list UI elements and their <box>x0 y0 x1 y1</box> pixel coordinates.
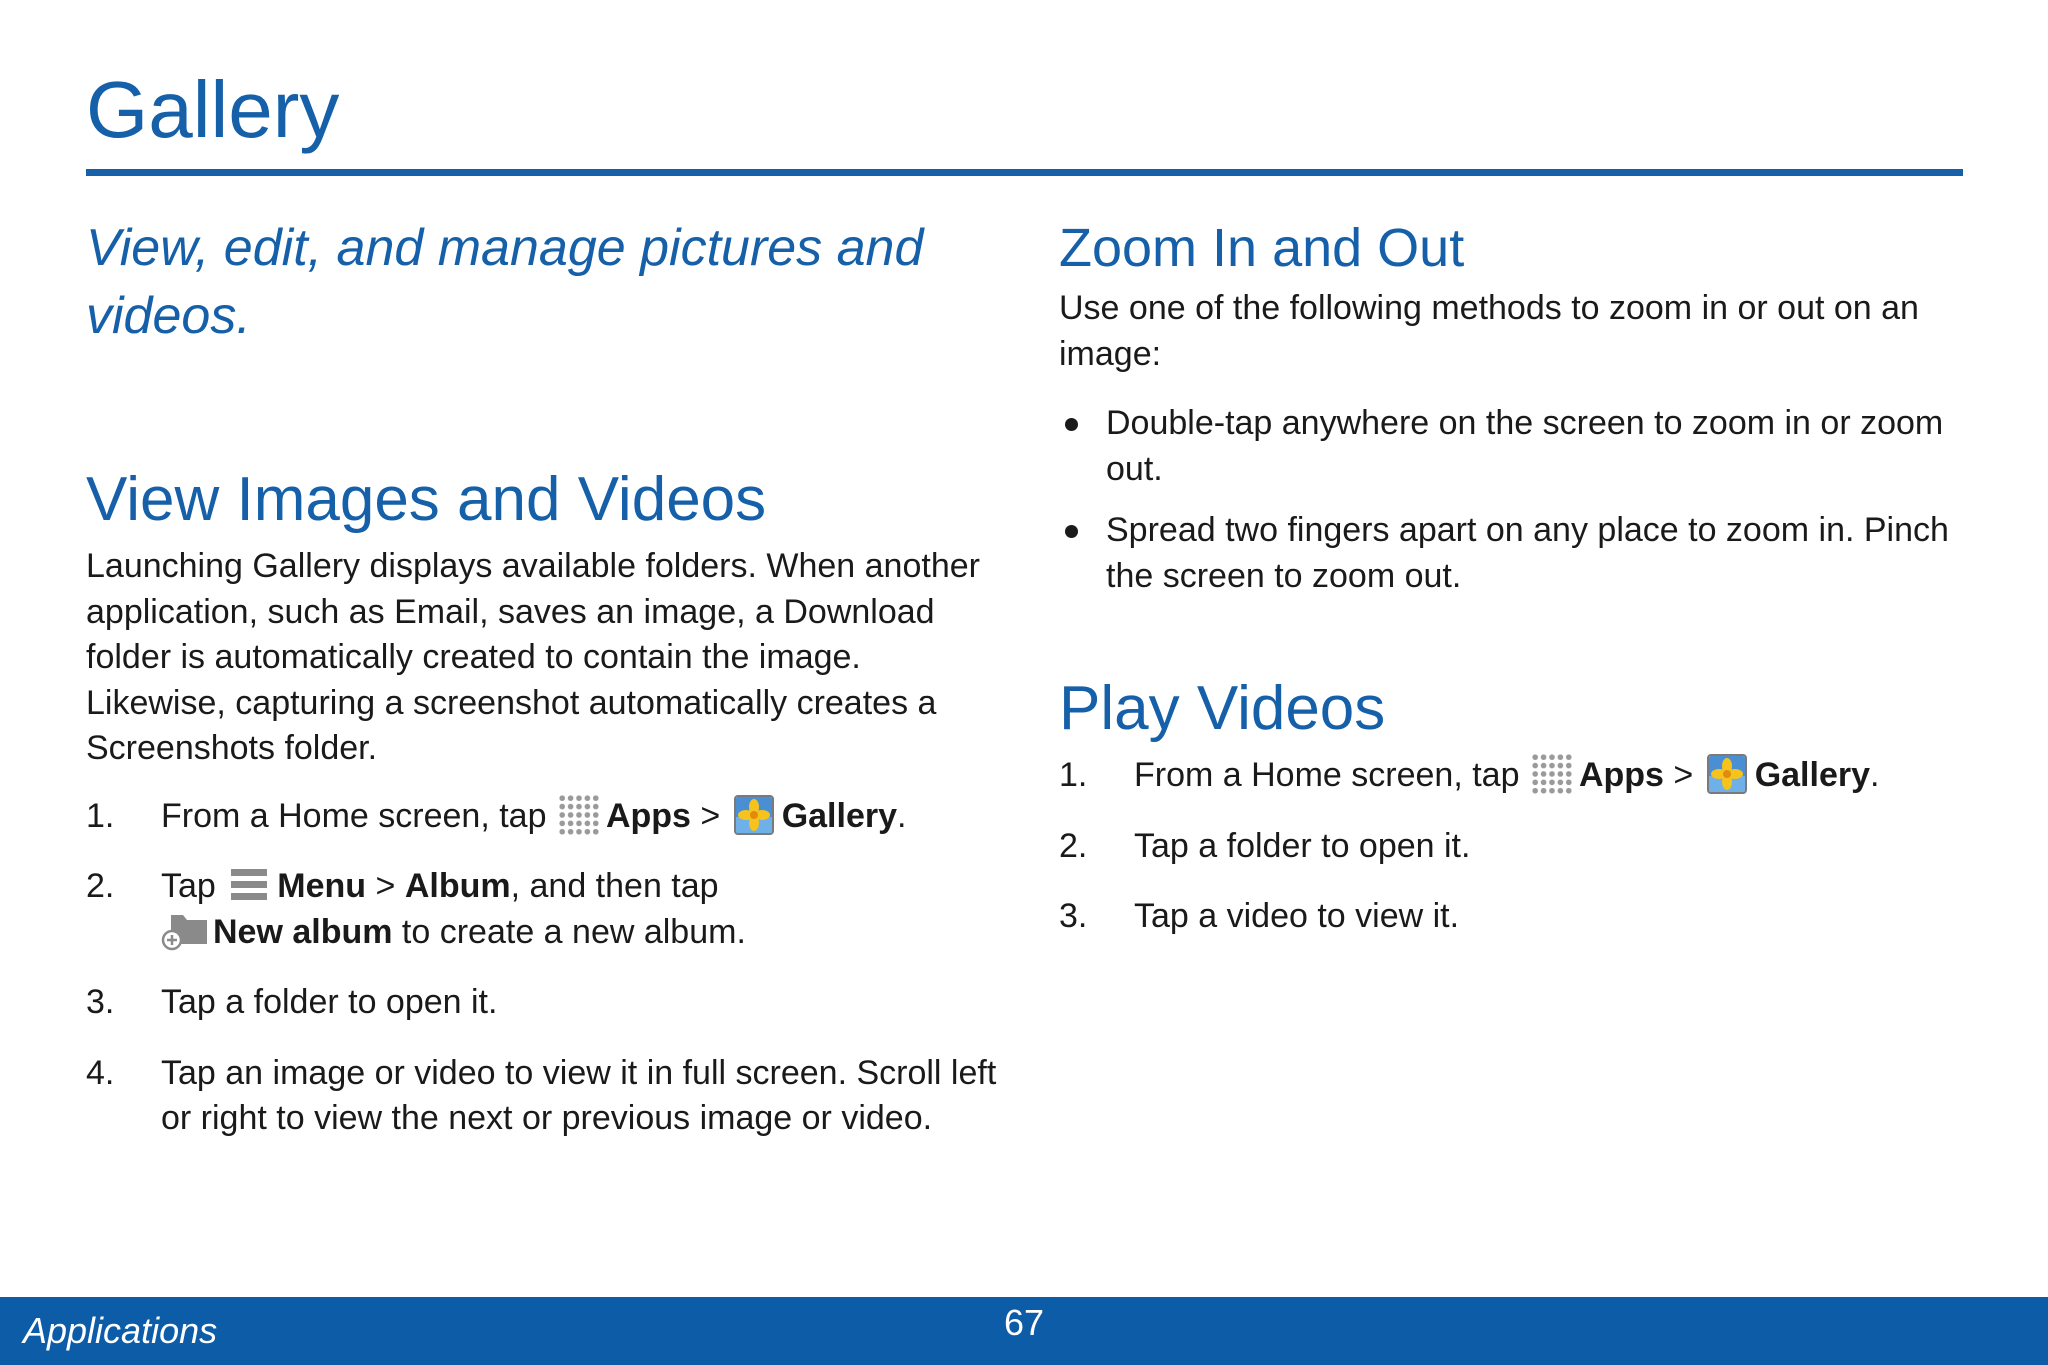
step-number: 1. <box>86 796 115 835</box>
step-number: 3. <box>86 983 115 1021</box>
step-text: Tap an image or video to view it in full screen. Scroll left or right to view the next or previous image or video. <box>161 1053 997 1137</box>
heading-play-videos: Play Videos <box>1059 674 1386 743</box>
step-text: From a Home screen, tap <box>1134 756 1520 794</box>
separator: > <box>700 796 721 835</box>
step-number: 4. <box>86 1053 115 1092</box>
gallery-label: Gallery <box>781 796 898 835</box>
new-album-label: New album <box>213 912 393 951</box>
album-label: Album <box>404 867 511 905</box>
apps-label: Apps <box>1578 756 1664 794</box>
menu-label: Menu <box>277 867 367 905</box>
apps-label: Apps <box>605 796 691 835</box>
step-end: to create a new album. <box>392 912 746 951</box>
list-item <box>1059 824 1969 870</box>
step-end: . <box>1870 756 1880 794</box>
page-number: 67 <box>1003 1302 1045 1343</box>
zoom-bullets <box>1059 401 1969 599</box>
step-number: 1. <box>1059 756 1088 794</box>
list-item <box>1059 753 1969 799</box>
new-album-icon <box>161 909 209 951</box>
view-steps-list <box>86 794 1006 1142</box>
list-item <box>1059 401 1969 492</box>
right-column <box>1059 214 1969 940</box>
intro-paragraph: Launching Gallery displays available folders. When another application, such as Email, saves an image, a Download folder is automatically created to contain the image. Likewise, capturing a screenshot automatically creates a Screenshots folder. <box>86 547 980 767</box>
step-text: Tap <box>161 867 216 905</box>
separator: > <box>375 867 396 905</box>
bullet-dot <box>1065 418 1078 431</box>
step-text: Tap a folder to open it. <box>161 983 498 1021</box>
step-end: . <box>897 796 907 835</box>
separator: > <box>1673 756 1694 794</box>
zoom-intro: Use one of the following methods to zoom in or out on an image: <box>1059 289 1919 373</box>
list-item <box>86 864 1006 955</box>
play-steps-list <box>1059 753 1969 940</box>
list-item <box>86 794 1006 840</box>
page-footer <box>0 1297 2048 1365</box>
footer-section-label: Applications <box>23 1310 218 1351</box>
title-rule <box>86 169 1963 176</box>
list-item <box>86 980 1006 1026</box>
section-intro: View, edit, and manage pictures and videos. <box>86 219 924 345</box>
list-item <box>86 1051 1006 1142</box>
step-text: From a Home screen, tap <box>161 796 547 835</box>
gallery-icon <box>1707 754 1747 794</box>
step-number: 3. <box>1059 897 1088 935</box>
apps-icon <box>1531 753 1573 795</box>
gallery-icon <box>734 795 774 835</box>
list-item <box>1059 894 1969 940</box>
bullet-text: Spread two fingers apart on any place to zoom in. Pinch the screen to zoom out. <box>1106 511 1949 595</box>
gallery-label: Gallery <box>1754 756 1871 794</box>
page-title: Gallery <box>86 65 340 154</box>
list-item <box>1059 508 1969 599</box>
left-column <box>86 214 1006 1142</box>
step-text: Tap a video to view it. <box>1134 897 1460 935</box>
bullet-text: Double-tap anywhere on the screen to zoom in or zoom out. <box>1106 404 1944 488</box>
heading-zoom: Zoom In and Out <box>1059 218 1465 278</box>
apps-icon <box>558 794 600 836</box>
bullet-dot <box>1065 525 1078 538</box>
heading-view-images: View Images and Videos <box>86 465 767 534</box>
step-text: , and then tap <box>510 867 719 905</box>
step-number: 2. <box>1059 826 1088 865</box>
step-text: Tap a folder to open it. <box>1134 826 1471 865</box>
step-number: 2. <box>86 867 115 905</box>
menu-icon <box>229 865 269 905</box>
